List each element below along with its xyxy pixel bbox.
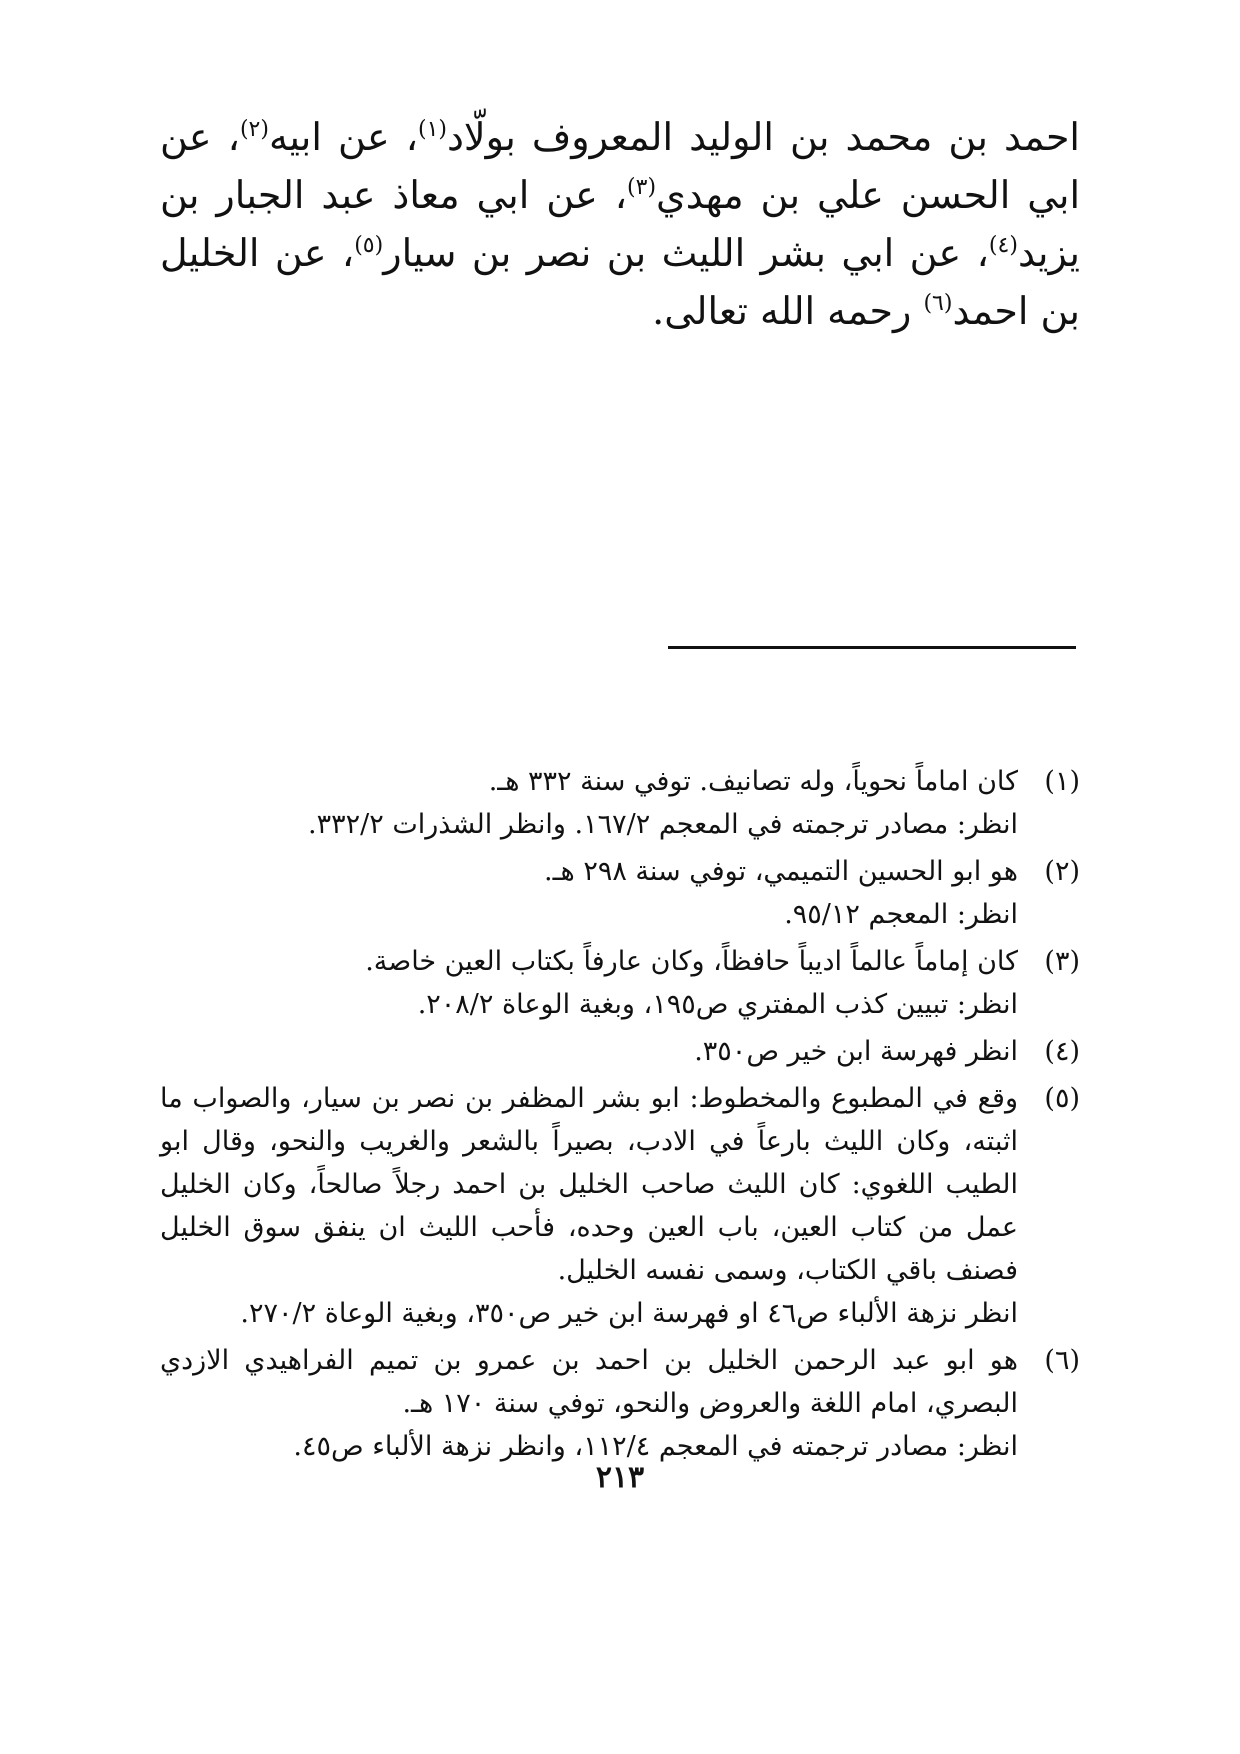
footnote <box>160 1339 1080 1468</box>
footnote <box>160 850 1080 936</box>
footnotes <box>160 760 1080 1472</box>
main-text-segment: ، عن الخليل بن احمد <box>160 231 1080 333</box>
footnote <box>160 1030 1080 1073</box>
footnote-line: انظر نزهة الألباء ص٤٦ او فهرسة ابن خير ص٣٥٠، وبغية الوعاة ٢٧٠/٢. <box>240 1298 1018 1329</box>
footnote-body <box>160 760 1018 846</box>
main-text-segment: ، عن ابيه <box>268 115 418 159</box>
main-text-segment: احمد بن محمد بن الوليد المعروف بولّاد <box>447 115 1080 159</box>
main-text-segment: ، عن ابي معاذ عبد الجبار بن يزيد <box>160 173 1081 275</box>
footnote-body <box>160 850 1018 936</box>
footnote-line: هو ابو عبد الرحمن الخليل بن احمد بن عمرو بن تميم الفراهيدي الازدي البصري، امام اللغة والعروض والنحو، توفي سنة ١٧٠ هـ. <box>160 1345 1018 1419</box>
main-text-segment: ، عن ابي بشر الليث بن نصر بن سيار <box>383 231 989 275</box>
footnote-ref: (٤) <box>988 233 1018 258</box>
footnote-separator <box>668 646 1076 649</box>
main-text-segment: رحمه الله تعالى. <box>652 289 924 333</box>
page-number: ٢١٣ <box>595 1460 645 1495</box>
footnote-ref: (٢) <box>239 117 269 142</box>
footnote-line: انظر: تبيين كذب المفتري ص١٩٥، وبغية الوعاة ٢٠٨/٢. <box>417 989 1018 1020</box>
footnote-line: وقع في المطبوع والمخطوط: ابو بشر المظفر بن نصر بن سيار، والصواب ما اثبته، وكان الليث بارعاً في الادب، بصيراً بالشعر والغريب والنحو، وقال ابو الطيب اللغوي: كان الليث صاحب الخليل بن احمد رجلاً صالحاً، وكان الخليل عمل من كتاب العين، باب العين وحده، فأحب الليث ان ينفق سوق الخليل فصنف باقي الكتاب، وسمى نفسه الخليل. <box>160 1083 1018 1286</box>
main-text-segment: ، عن ابي الحسن علي بن مهدي <box>160 115 1081 217</box>
footnote-number: (١) <box>1044 766 1080 797</box>
footnote-body <box>160 1339 1018 1468</box>
footnote-line: انظر: المعجم ٩٥/١٢. <box>784 899 1018 930</box>
footnote-number: (٥) <box>1044 1083 1080 1114</box>
footnote-body <box>160 1030 1018 1073</box>
footnote-line: انظر فهرسة ابن خير ص٣٥٠. <box>694 1036 1018 1067</box>
footnote-number: (٢) <box>1044 856 1080 887</box>
footnote-line: انظر: مصادر ترجمته في المعجم ١١٢/٤، وانظر نزهة الألباء ص٤٥. <box>293 1431 1018 1462</box>
footnote-line: هو ابو الحسين التميمي، توفي سنة ٢٩٨ هـ. <box>543 856 1018 887</box>
footnote-line: انظر: مصادر ترجمته في المعجم ١٦٧/٢. وانظر الشذرات ٣٣٢/٢. <box>308 809 1018 840</box>
footnote-ref: (١) <box>417 117 447 142</box>
footnote <box>160 760 1080 846</box>
footnote <box>160 1077 1080 1335</box>
footnote-number: (٤) <box>1044 1036 1080 1067</box>
footnote-line: كان اماماً نحوياً، وله تصانيف. توفي سنة ٣٣٢ هـ. <box>488 766 1018 797</box>
footnote-ref: (٦) <box>923 291 953 316</box>
footnote <box>160 940 1080 1026</box>
footnote-body <box>160 940 1018 1026</box>
footnote-number: (٦) <box>1044 1345 1080 1376</box>
footnote-ref: (٣) <box>627 175 657 200</box>
footnote-ref: (٥) <box>354 233 384 258</box>
main-text <box>160 108 1080 340</box>
footnote-body <box>160 1077 1018 1335</box>
footnote-number: (٣) <box>1044 946 1080 977</box>
footnote-line: كان إماماً عالماً اديباً حافظاً، وكان عارفاً بكتاب العين خاصة. <box>365 946 1018 977</box>
